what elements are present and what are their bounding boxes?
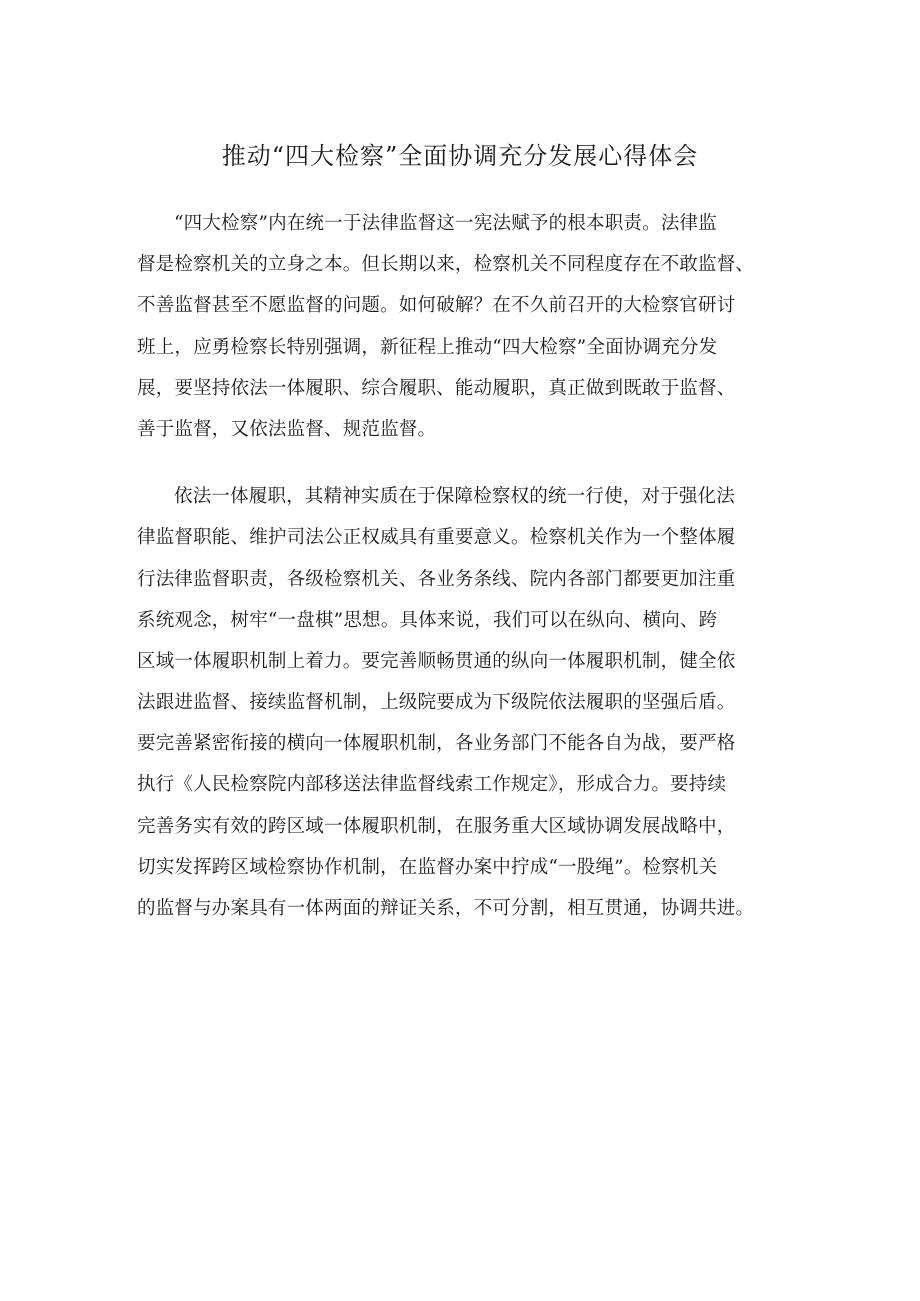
paragraph-line: 切实发挥跨区域检察协作机制，在监督办案中拧成“一股绳”。检察机关 xyxy=(137,856,718,878)
paragraph-line: 区域一体履职机制上着力。要完善顺畅贯通的纵向一体履职机制，健全依 xyxy=(137,650,736,672)
paragraph-line: 展，要坚持依法一体履职、综合履职、能动履职，真正做到既敢于监督、 xyxy=(137,377,736,399)
paragraph-line: “四大检察”内在统一于法律监督这一宪法赋予的根本职责。法律监 xyxy=(174,213,717,234)
paragraph-line: 法跟进监督、接续监督机制，上级院要成为下级院依法履职的坚强后盾。 xyxy=(137,692,736,714)
paragraph-line: 完善务实有效的跨区域一体履职机制，在服务重大区域协调发展战略中， xyxy=(137,815,736,837)
document-body xyxy=(137,203,797,929)
paragraph-2 xyxy=(137,476,797,929)
paragraph-line: 善于监督，又依法监督、规范监督。 xyxy=(137,418,437,440)
paragraph-line: 律监督职能、维护司法公正权威具有重要意义。检察机关作为一个整体履 xyxy=(137,527,736,549)
paragraph-line: 系统观念，树牢“一盘棋”思想。具体来说，我们可以在纵向、横向、跨 xyxy=(137,609,718,631)
paragraph-1 xyxy=(137,203,797,450)
paragraph-line: 不善监督甚至不愿监督的问题。如何破解？在不久前召开的大检察官研讨 xyxy=(137,295,736,317)
paragraph-line: 督是检察机关的立身之本。但长期以来，检察机关不同程度存在不敢监督、 xyxy=(137,254,755,276)
paragraph-line: 行法律监督职责，各级检察机关、各业务条线、院内各部门都要更加注重 xyxy=(137,568,736,590)
paragraph-line: 班上，应勇检察长特别强调，新征程上推动“四大检察”全面协调充分发 xyxy=(137,336,718,358)
document-title: 推动“四大检察”全面协调充分发展心得体会 xyxy=(221,142,699,170)
paragraph-line: 要完善紧密衔接的横向一体履职机制，各业务部门不能各自为战，要严格 xyxy=(137,733,736,755)
paragraph-line: 的监督与办案具有一体两面的辩证关系，不可分割，相互贯通，协调共进。 xyxy=(137,898,755,919)
paragraph-line: 执行《人民检察院内部移送法律监督线索工作规定》，形成合力。要持续 xyxy=(137,774,727,796)
paragraph-line: 依法一体履职，其精神实质在于保障检察权的统一行使，对于强化法 xyxy=(174,486,736,508)
